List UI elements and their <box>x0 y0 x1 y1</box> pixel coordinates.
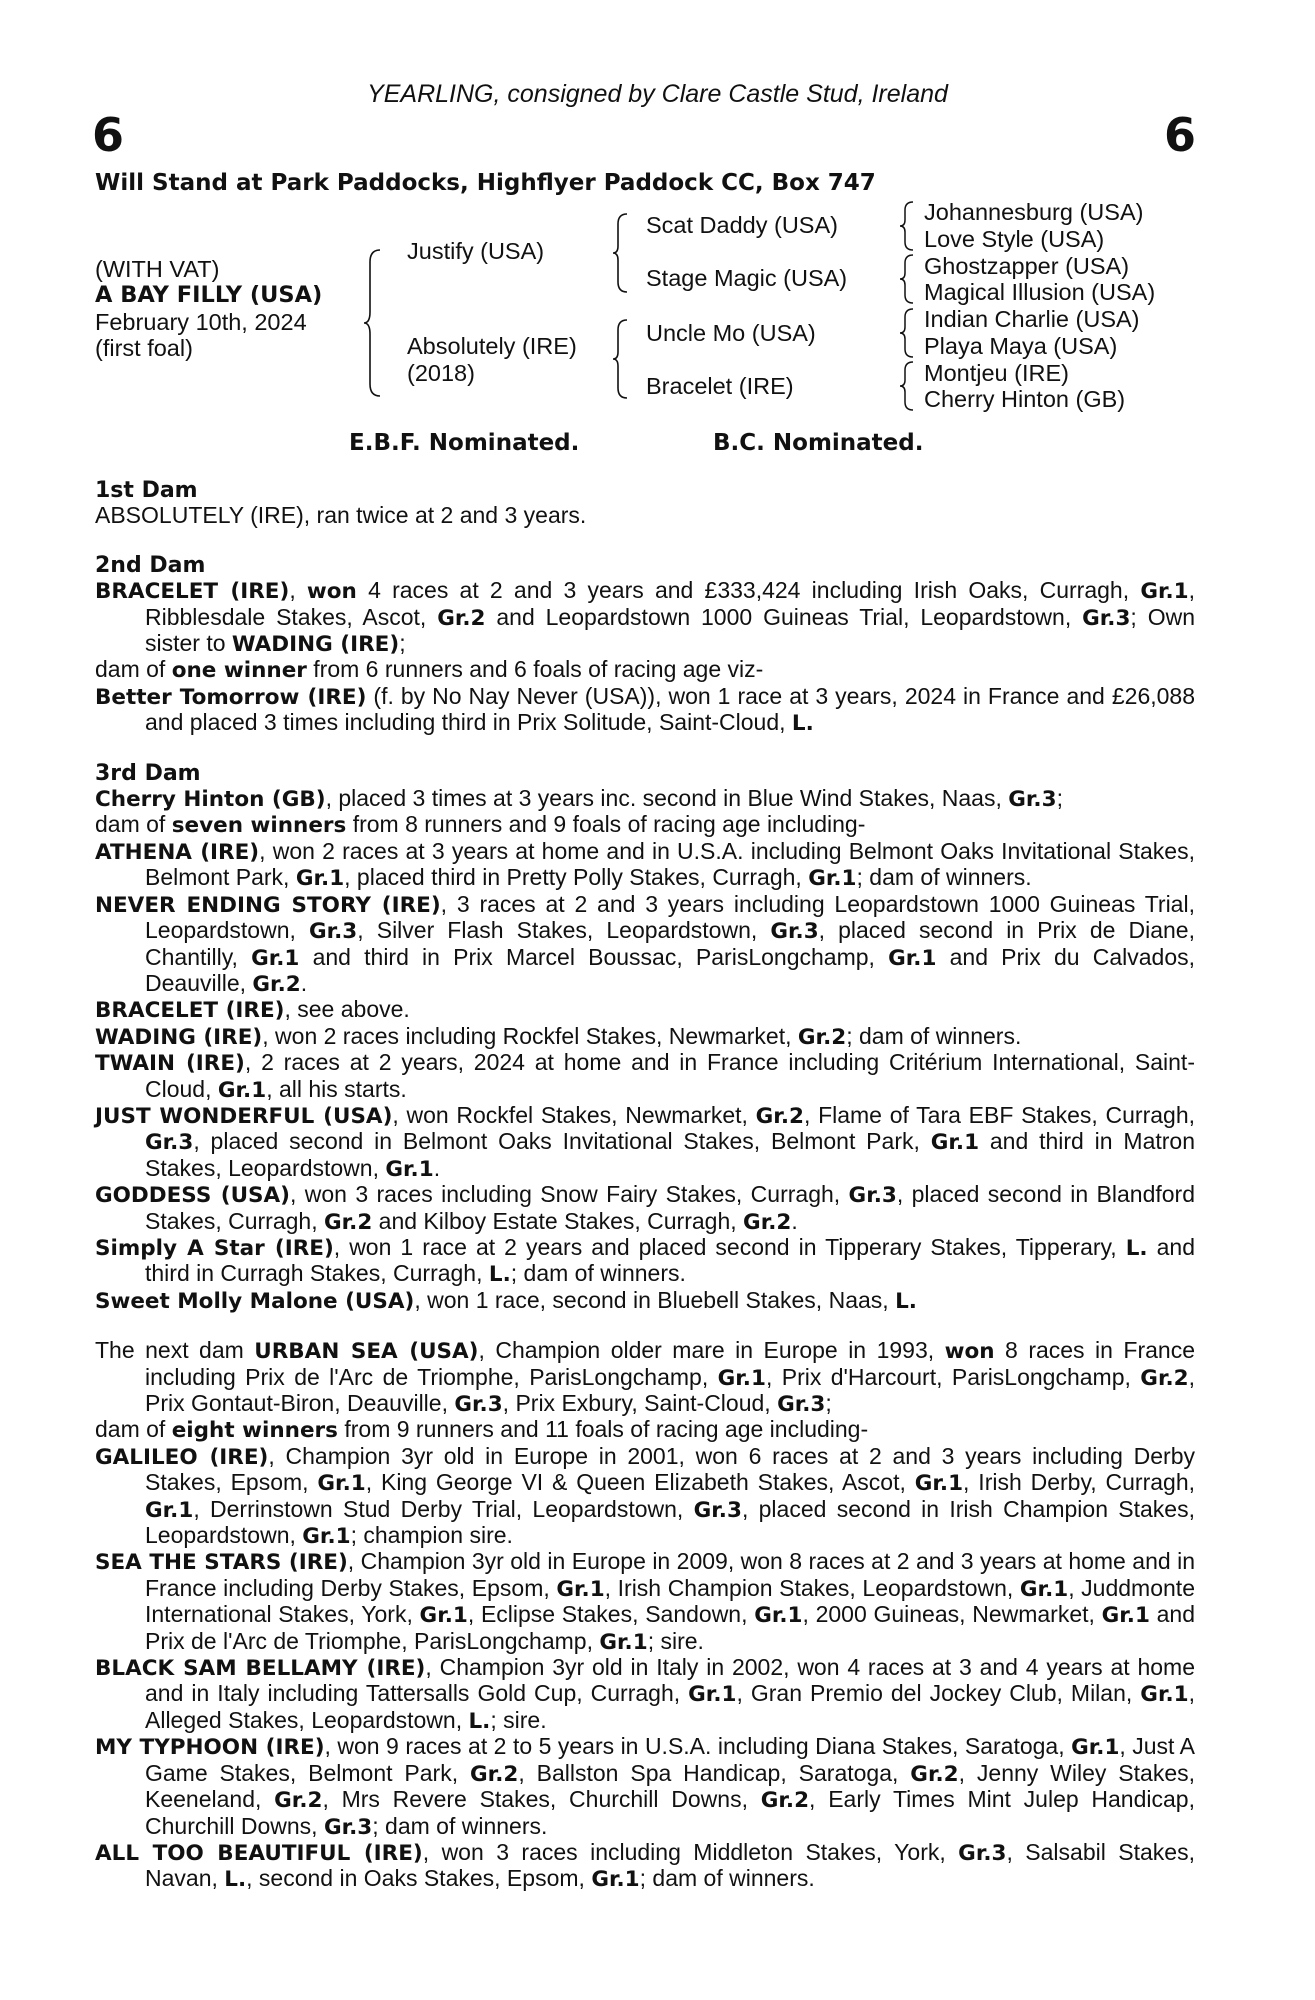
produce-entry <box>95 997 1195 1023</box>
grandproduce-entry <box>95 892 1195 998</box>
sire-of-dam: Uncle Mo (USA) <box>646 320 816 346</box>
produce-entry <box>95 1444 1195 1550</box>
produce-entry <box>95 1288 1195 1314</box>
bold-run: Gr.1 <box>556 1576 605 1602</box>
third-dam-entry <box>95 786 1195 812</box>
bold-run: Gr.1 <box>1140 579 1189 605</box>
bold-run: Gr.1 <box>888 945 937 971</box>
bold-run: Sweet Molly Malone (USA) <box>95 1288 415 1314</box>
text-run: . <box>433 1154 441 1181</box>
text-run: , won 2 races at 3 years at home and in U.S.A. including Belmont Oaks Invitational Stakes, Belmont Park, <box>145 837 1195 891</box>
text-run: , Champion 3yr old in Europe in 2001, won 6 races at 2 and 3 years including Derby Stakes, Epsom, <box>145 1442 1195 1496</box>
text-run: , Eclipse Stakes, Sandown, <box>467 1601 755 1628</box>
bold-run: seven winners <box>171 813 347 839</box>
bold-run: Gr.1 <box>591 1867 640 1893</box>
bold-run: SEA THE STARS (IRE) <box>95 1550 348 1576</box>
ancestor-1: Johannesburg (USA) <box>924 199 1144 225</box>
text-run: , Prix Exbury, Saint-Cloud, <box>502 1390 778 1416</box>
bold-run: Gr.1 <box>385 1156 434 1182</box>
text-run: , won 3 races including Middleton Stakes, York, <box>422 1838 959 1865</box>
bold-run: WADING (IRE) <box>95 1024 263 1050</box>
text-run: ; dam of winners. <box>639 1865 815 1892</box>
text-run: ; sire. <box>490 1706 547 1733</box>
bold-run: Gr.1 <box>754 1603 803 1629</box>
bold-run: Gr.3 <box>1082 605 1131 631</box>
text-run: 8 races in France including Prix de l'Arc de Triomphe, ParisLongchamp, <box>145 1337 1195 1390</box>
foaling-date: February 10th, 2024 <box>95 309 307 335</box>
text-run: , placed second in Irish Champion Stakes, Leopardstown, <box>145 1495 1195 1549</box>
bold-run: Gr.2 <box>323 1209 373 1235</box>
text-run: , all his starts. <box>266 1075 407 1102</box>
text-run: , won Rockfel Stakes, Newmarket, <box>392 1101 756 1128</box>
bold-run: L. <box>468 1708 491 1734</box>
bold-run: eight winners <box>171 1418 338 1444</box>
ancestor-7: Montjeu (IRE) <box>924 360 1069 386</box>
ebf-nomination: E.B.F. Nominated. <box>349 430 580 456</box>
bold-run: Gr.2 <box>760 1788 810 1814</box>
dam-foaling-year: (2018) <box>407 360 475 386</box>
family-notes <box>95 478 1195 1893</box>
grandproduce-entry <box>95 1103 1195 1182</box>
bold-run: WADING (IRE) <box>231 632 400 658</box>
text-run: . <box>300 969 308 996</box>
text-run: dam of <box>95 811 172 838</box>
text-run: , Silver Flash Stakes, Leopardstown, <box>357 917 771 944</box>
text-run: ; dam of winners. <box>846 1022 1022 1049</box>
text-run: , placed second in Prix de Diane, Chantilly, <box>145 917 1195 970</box>
bold-run: Gr.1 <box>1071 1735 1120 1761</box>
text-run: , second in Oaks Stakes, Epsom, <box>246 1865 592 1892</box>
bold-run: L. <box>895 1288 917 1314</box>
ancestor-5: Indian Charlie (USA) <box>924 306 1140 332</box>
bold-run: Gr.1 <box>1101 1603 1150 1629</box>
bold-run: Gr.1 <box>302 1524 351 1550</box>
bc-nomination: B.C. Nominated. <box>713 430 924 456</box>
text-run: from 8 runners and 9 foals of racing age including- <box>346 811 866 838</box>
produce-entry <box>95 1734 1195 1840</box>
text-run: ; dam of winners. <box>372 1812 548 1839</box>
text-run: , Gran Premio del Jockey Club, Milan, <box>736 1680 1141 1707</box>
produce-entry <box>95 1024 1195 1050</box>
bold-run: Gr.1 <box>317 1471 366 1497</box>
produce-entry <box>95 839 1195 892</box>
text-run: , won 3 races including Snow Fairy Stakes, Curragh, <box>290 1181 849 1208</box>
third-dam-heading: 3rd Dam <box>95 760 201 786</box>
bold-run: Gr.3 <box>958 1840 1007 1866</box>
bold-run: Gr.1 <box>808 866 857 892</box>
bold-run: Gr.3 <box>145 1130 194 1156</box>
bold-run: Gr.3 <box>693 1497 742 1523</box>
bold-run: Gr.1 <box>145 1497 194 1523</box>
first-dam-heading: 1st Dam <box>95 478 198 503</box>
bold-run: Gr.3 <box>454 1392 503 1417</box>
text-run: , won 2 races including Rockfel Stakes, Newmarket, <box>262 1022 798 1049</box>
bold-run: BRACELET (IRE) <box>95 998 285 1024</box>
text-run: dam of <box>95 1416 172 1443</box>
text-run: , see above. <box>284 996 410 1023</box>
ancestor-6: Playa Maya (USA) <box>924 333 1118 359</box>
second-dam-heading: 2nd Dam <box>95 552 206 578</box>
horse-name: BRACELET (IRE) <box>95 579 290 605</box>
produce-entry <box>95 684 1195 737</box>
text-run: , placed third in Pretty Polly Stakes, Curragh, <box>344 864 809 891</box>
bold-run: Gr.1 <box>295 866 345 892</box>
produce-entry <box>95 1182 1195 1235</box>
text-run: , Champion 3yr old in Europe in 2009, won 8 races at 2 and 3 years at home and in France including Derby Stakes, Epsom, <box>145 1548 1195 1601</box>
pedigree-brace-sire <box>611 212 631 294</box>
text-run: , Ribblesdale Stakes, Ascot, <box>145 577 1196 630</box>
pedigree-brace-g4 <box>898 360 916 412</box>
text-run: , 2000 Guineas, Newmarket, <box>802 1601 1102 1628</box>
produce-entry <box>95 1235 1195 1288</box>
stabling-location: Will Stand at Park Paddocks, Highflyer Paddock CC, Box 747 <box>95 170 876 196</box>
ancestor-8: Cherry Hinton (GB) <box>924 386 1126 412</box>
horse-name: Cherry Hinton (GB) <box>95 787 326 813</box>
next-dam-produce-summary <box>95 1417 1195 1443</box>
text-run: and Prix du Calvados, Deauville, <box>145 943 1196 996</box>
pedigree-brace-dam <box>611 318 631 400</box>
horse-name: Better Tomorrow (IRE) <box>95 684 367 710</box>
ancestor-4: Magical Illusion (USA) <box>924 279 1156 305</box>
bold-run: L. <box>488 1262 511 1288</box>
bold-run: URBAN SEA (USA) <box>254 1339 479 1365</box>
bold-run: L. <box>224 1867 247 1893</box>
bold-run: ALL TOO BEAUTIFUL (IRE) <box>95 1840 423 1866</box>
bold-run: L. <box>791 711 814 737</box>
bold-run: Gr.3 <box>777 1392 826 1417</box>
bold-run: GALILEO (IRE) <box>95 1444 269 1470</box>
produce-entry <box>95 1840 1195 1893</box>
text-run: , Salsabil Stakes, Navan, <box>145 1838 1195 1892</box>
bold-run: ATHENA (IRE) <box>95 839 260 865</box>
text-run: ; <box>825 1390 832 1416</box>
text-run: , 3 races at 2 and 3 years including Leopardstown 1000 Guineas Trial, Leopardstown, <box>145 890 1195 944</box>
text-run: , King George VI & Queen Elizabeth Stakes, Ascot, <box>365 1469 915 1496</box>
dam-of-dam: Bracelet (IRE) <box>646 373 794 399</box>
bold-run: Simply A Star (IRE) <box>95 1235 334 1261</box>
produce-entry <box>95 1549 1195 1655</box>
bold-run: L. <box>1125 1235 1148 1261</box>
text-run: , Ballston Spa Handicap, Saratoga, <box>518 1759 911 1786</box>
text-run: , Champion older mare in Europe in 1993, <box>478 1337 945 1364</box>
text-run: , placed second in Belmont Oaks Invitational Stakes, Belmont Park, <box>193 1128 931 1155</box>
text-run: ; champion sire. <box>350 1522 513 1549</box>
text-run: ; dam of winners. <box>510 1260 686 1287</box>
foal-note: (first foal) <box>95 335 193 361</box>
text-run: ; <box>1056 785 1063 812</box>
text-run: , Prix Gontaut-Biron, Deauville, <box>145 1363 1195 1416</box>
text-run: from 6 runners and 6 foals of racing age viz- <box>306 656 764 683</box>
bold-run: Gr.2 <box>743 1209 792 1235</box>
bold-run: Gr.2 <box>437 605 486 631</box>
third-dam-produce-summary <box>95 812 1195 838</box>
text-run: from 9 runners and 11 foals of racing age including- <box>337 1416 869 1443</box>
text-run: , Champion 3yr old in Italy in 2002, won 4 races at 3 and 4 years at home and in Italy including Tattersalls Gold Cup, Curragh, <box>145 1654 1195 1707</box>
bold-run: Gr.3 <box>1008 787 1057 813</box>
text-run: and Kilboy Estate Stakes, Curragh, <box>372 1207 744 1234</box>
text-run: , Alleged Stakes, Leopardstown, <box>145 1680 1195 1733</box>
dam-of-sire: Stage Magic (USA) <box>646 265 848 291</box>
consignor-line: YEARLING, consigned by Clare Castle Stud, Ireland <box>367 80 948 108</box>
text-run: . <box>791 1207 798 1234</box>
text-run: , Flame of Tara EBF Stakes, Curragh, <box>803 1101 1195 1128</box>
second-dam-entry <box>95 578 1195 657</box>
bold-run: one winner <box>171 658 307 684</box>
bold-run: Gr.1 <box>930 1130 980 1156</box>
text-run: , won 9 races at 2 to 5 years in U.S.A. including Diana Stakes, Saratoga, <box>324 1733 1072 1760</box>
bold-run: won <box>944 1339 995 1365</box>
bold-run: Gr.2 <box>470 1761 519 1787</box>
bold-run: Gr.1 <box>688 1682 737 1708</box>
grandproduce-entry <box>95 1050 1195 1103</box>
bold-run: Gr.3 <box>308 919 358 945</box>
pedigree-brace-g1 <box>898 200 916 252</box>
bold-run: Gr.2 <box>910 1761 959 1787</box>
lot-number-right: 6 <box>1164 108 1197 162</box>
text-run: and third in Prix Marcel Boussac, ParisLongchamp, <box>299 943 889 970</box>
bold-run: MY TYPHOON (IRE) <box>95 1735 325 1761</box>
text-run: , Early Times Mint Julep Handicap, Churchill Downs, <box>145 1786 1195 1839</box>
ancestor-3: Ghostzapper (USA) <box>924 253 1130 279</box>
text-run: , won 1 race at 2 years and placed second in Tipperary Stakes, Tipperary, <box>333 1233 1126 1260</box>
text-run: ; sire. <box>647 1627 704 1654</box>
bold-run: Gr.3 <box>848 1183 897 1209</box>
text-run: , Irish Champion Stakes, Leopardstown, <box>604 1574 1020 1601</box>
text-run: , Juddmonte International Stakes, York, <box>145 1574 1195 1628</box>
bold-run: Gr.2 <box>1140 1365 1189 1391</box>
text-run: , Derrinstown Stud Derby Trial, Leopardstown, <box>193 1495 694 1522</box>
bold-run: Gr.1 <box>1140 1682 1189 1708</box>
bold-run: Gr.2 <box>797 1024 847 1050</box>
bold-run: Gr.1 <box>599 1629 648 1655</box>
bold-run: Gr.1 <box>1019 1576 1069 1602</box>
bold-run: Gr.2 <box>755 1103 804 1129</box>
text-run: 4 races at 2 and 3 years and £333,424 including Irish Oaks, Curragh, <box>356 577 1141 604</box>
bold-run: Gr.1 <box>717 1365 766 1391</box>
text-run: and third in Matron Stakes, Leopardstown, <box>145 1128 1195 1181</box>
lot-name: A BAY FILLY (USA) <box>95 282 323 308</box>
bold-run: NEVER ENDING STORY (IRE) <box>95 892 441 918</box>
pedigree-brace-main <box>362 248 384 398</box>
text-run: ; <box>399 630 406 657</box>
pedigree-brace-g2 <box>898 253 916 305</box>
bold-run: won <box>306 579 357 605</box>
text-run: and third in Curragh Stakes, Curragh, <box>145 1233 1195 1287</box>
bold-run: Gr.2 <box>274 1788 323 1814</box>
bold-run: Gr.3 <box>323 1814 373 1840</box>
bold-run: TWAIN (IRE) <box>95 1051 245 1077</box>
text-run: dam of <box>95 656 172 683</box>
text-run: , <box>289 577 307 604</box>
dam-name: Absolutely (IRE) <box>407 333 577 359</box>
pedigree-brace-g3 <box>898 307 916 359</box>
bold-run: JUST WONDERFUL (USA) <box>95 1103 393 1129</box>
second-dam-produce-summary <box>95 657 1195 683</box>
text-run: ; dam of winners. <box>856 864 1032 891</box>
text-run: , Mrs Revere Stakes, Churchill Downs, <box>322 1786 761 1813</box>
bold-run: Gr.1 <box>914 1471 964 1497</box>
text-run: , Jenny Wiley Stakes, Keeneland, <box>145 1759 1196 1813</box>
text-run: and Prix de l'Arc de Triomphe, ParisLongchamp, <box>145 1601 1195 1654</box>
text-run: , Prix d'Harcourt, ParisLongchamp, <box>765 1363 1141 1390</box>
sire-name: Justify (USA) <box>407 238 545 264</box>
bold-run: Gr.1 <box>419 1603 468 1629</box>
bold-run: BLACK SAM BELLAMY (IRE) <box>95 1656 426 1682</box>
text-run: The next dam <box>95 1337 255 1364</box>
bold-run: GODDESS (USA) <box>95 1183 291 1209</box>
text-run: , placed 3 times at 3 years inc. second in Blue Wind Stakes, Naas, <box>325 785 1009 812</box>
text-run: ; Own sister to <box>145 603 1195 657</box>
bold-run: Gr.1 <box>217 1077 267 1103</box>
first-dam-line: ABSOLUTELY (IRE), ran twice at 2 and 3 years. <box>95 502 587 529</box>
produce-entry <box>95 1655 1195 1734</box>
bold-run: Gr.3 <box>770 919 819 945</box>
text-run: , 2 races at 2 years, 2024 at home and in France including Critérium International, Saint-Cloud, <box>145 1049 1195 1102</box>
bold-run: Gr.1 <box>251 945 300 971</box>
vat-note: (WITH VAT) <box>95 256 220 282</box>
text-run: and Leopardstown 1000 Guineas Trial, Leopardstown, <box>485 603 1083 630</box>
text-run: (f. by No Nay Never (USA)), won 1 race at 3 years, 2024 in France and £26,088 and placed 3 times including third in Prix Solitude, Saint-Cloud, <box>145 682 1195 736</box>
sire-of-sire: Scat Daddy (USA) <box>646 212 838 238</box>
lot-number-left: 6 <box>92 108 125 162</box>
ancestor-2: Love Style (USA) <box>924 226 1105 252</box>
text-run: , Just A Game Stakes, Belmont Park, <box>145 1733 1195 1786</box>
text-run: , won 1 race, second in Bluebell Stakes, Naas, <box>414 1286 896 1313</box>
text-run: , placed second in Blandford Stakes, Curragh, <box>145 1181 1196 1234</box>
text-run: , Irish Derby, Curragh, <box>963 1469 1195 1496</box>
next-dam-entry <box>95 1338 1195 1417</box>
bold-run: Gr.2 <box>252 971 301 997</box>
